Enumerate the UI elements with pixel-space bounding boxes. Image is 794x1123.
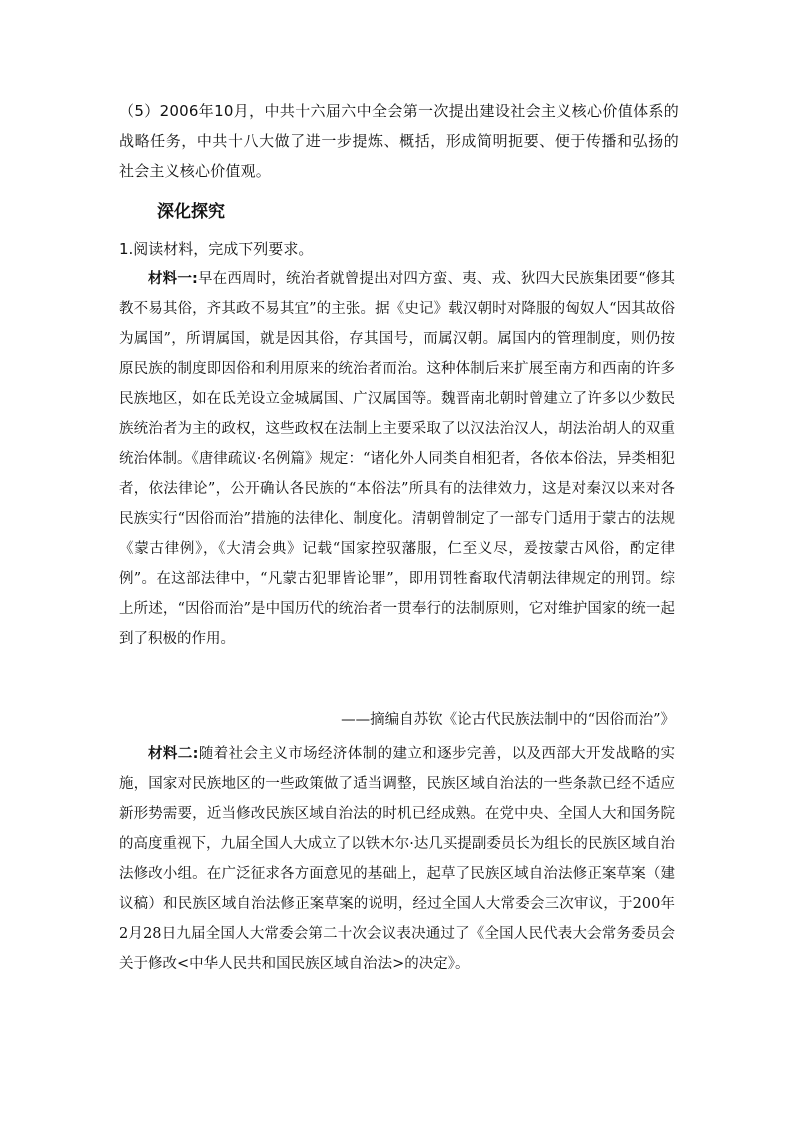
material-one-label: 材料一:: [148, 271, 198, 287]
material-two-paragraph: [119, 739, 675, 979]
section-title: 深化探究: [157, 202, 225, 222]
material-two-body: 随着社会主义市场经济体制的建立和逐步完善，以及西部大开发战略的实施，国家对民族地区的一些政策做了适当调整，民族区域自治法的一些条款已经不适应新形势需要，近当修改民族区域自治法的时机已经成熟。在党中央、全国人大和国务院的高度重视下，九届全国人大成立了以铁木尔·达几买提副委员长为组长的民族区域自治法修改小组。在广泛征求各方面意见的基础上，起草了民族区域自治法修正案草案（建议稿）和民族区域自治法修正案草案的说明，经过全国人大常委会三次审议，于200年2月28日九届全国人大常委会第二十次会议表决通过了《全国人民代表大会常务委员会关于修改<中华人民共和国民族区域自治法>的决定》。: [119, 746, 675, 972]
material-two-label: 材料二:: [148, 746, 199, 762]
material-one-body: 早在西周时，统治者就曾提出对四方蛮、夷、戎、狄四大民族集团要“修其教不易其俗，齐其政不易其宜”的主张。据《史记》载汉朝时对降服的匈奴人“因其故俗为属国”，所谓属国，就是因其俗，存其国号，而属汉朝。属国内的管理制度，则仍按原民族的制度即因俗和利用原来的统治者而治。这种体制后来扩展至南方和西南的许多民族地区，如在氐羌设立金城属国、广汉属国等。魏晋南北朝时曾建立了许多以少数民族统治者为主的政权，这些政权在法制上主要采取了以汉法治汉人，胡法治胡人的双重统治体制。《唐律疏议·名例篇》规定：“诸化外人同类自相犯者，各依本俗法，异类相犯者，依法律论”，公开确认各民族的“本俗法”所具有的法律效力，这是对秦汉以来对各民族实行“因俗而治”措施的法律化、制度化。清朝曾制定了一部专门适用于蒙古的法规《蒙古律例》，《大清会典》记载“国家控驭藩服，仁至义尽，爰按蒙古风俗，酌定律例”。在这部法律中，“凡蒙古犯罪皆论罪”，即用罚牲畜取代清朝法律规定的刑罚。综上所述，“因俗而治”是中国历代的统治者一贯奉行的法制原则，它对维护国家的统一起到了积极的作用。: [119, 271, 675, 647]
material-one-paragraph: [119, 264, 675, 654]
intro-paragraph: （5）2006年10月，中共十六届六中全会第一次提出建设社会主义核心价值体系的战略任务，中共十八大做了进一步提炼、概括，形成简明扼要、便于传播和弘扬的社会主义核心价值观。: [119, 102, 679, 180]
question-prompt: 1.阅读材料，完成下列要求。: [119, 240, 314, 258]
material-one-source: ——摘编自苏钦《论古代民族法制中的“因俗而治”》: [341, 712, 675, 728]
